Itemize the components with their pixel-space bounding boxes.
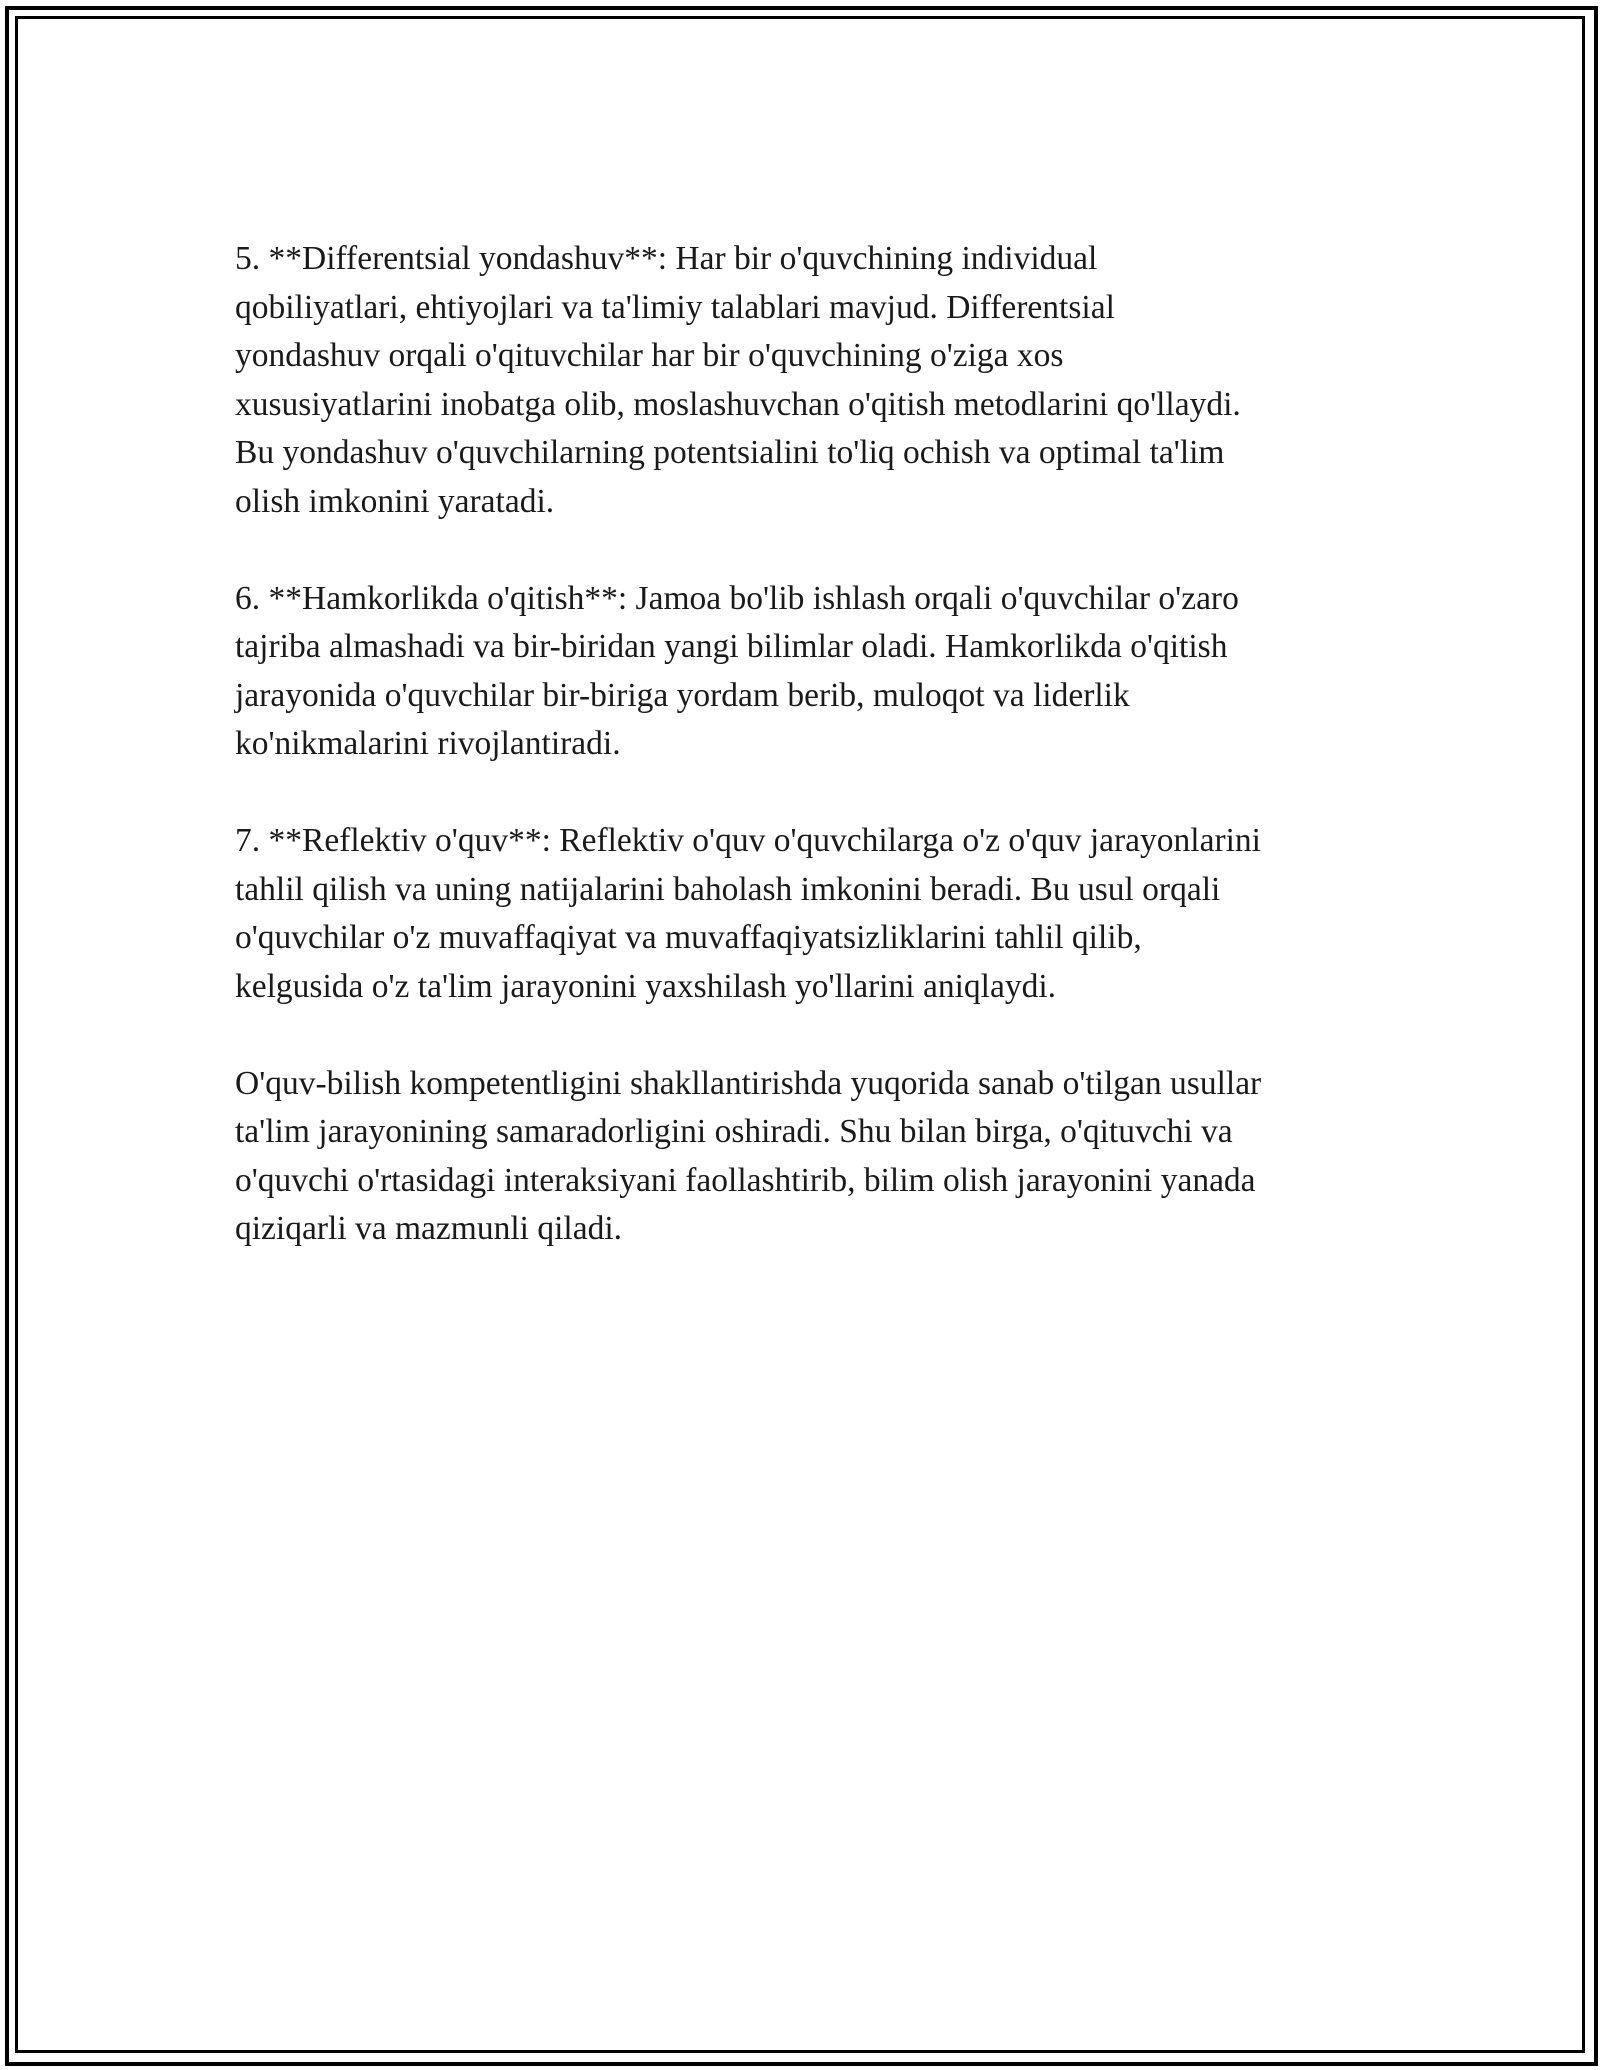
paragraph-reflektiv-oquv: 7. **Reflektiv o'quv**: Reflektiv o'quv o'quvchilarga o'z o'quv jarayonlarini tahlil qilish va uning natijalarini baholash imkonini beradi. Bu usul orqali o'quvchilar o'z muvaffaqiyat va muvaffaqiyatsizliklarini tahlil qilib, kelgusida o'z ta'lim jarayonini yaxshilash yo'llarini aniqlaydi. — [235, 822, 1261, 1005]
paragraph-hamkorlikda-oqitish: 6. **Hamkorlikda o'qitish**: Jamoa bo'lib ishlash orqali o'quvchilar o'zaro tajriba almashadi va bir-biridan yangi bilimlar oladi. Hamkorlikda o'qitish jarayonida o'quvchilar bir-biriga yordam berib, muloqot va liderlik ko'nikmalarini rivojlantiradi. — [235, 579, 1239, 762]
paragraph-conclusion: O'quv-bilish kompetentligini shakllantirishda yuqorida sanab o'tilgan usullar ta'lim jarayonining samaradorligini oshiradi. Shu bilan birga, o'qituvchi va o'quvchi o'rtasidagi interaksiyani faollashtirib, bilim olish jarayonini yanada qiziqarli va mazmunli qiladi. — [235, 1064, 1262, 1247]
document-body — [235, 235, 1385, 1302]
paragraph-differentsial-yondashuv: 5. **Differentsial yondashuv**: Har bir o'quvchining individual qobiliyatlari, ehtiyojlari va ta'limiy talablari mavjud. Differentsial yondashuv orqali o'qituvchilar har bir o'quvchining o'ziga xos xususiyatlarini inobatga olib, moslashuvchan o'qitish metodlarini qo'llaydi. Bu yondashuv o'quvchilarning potentsialini to'liq ochish va optimal ta'lim olish imkonini yaratadi. — [235, 240, 1241, 520]
